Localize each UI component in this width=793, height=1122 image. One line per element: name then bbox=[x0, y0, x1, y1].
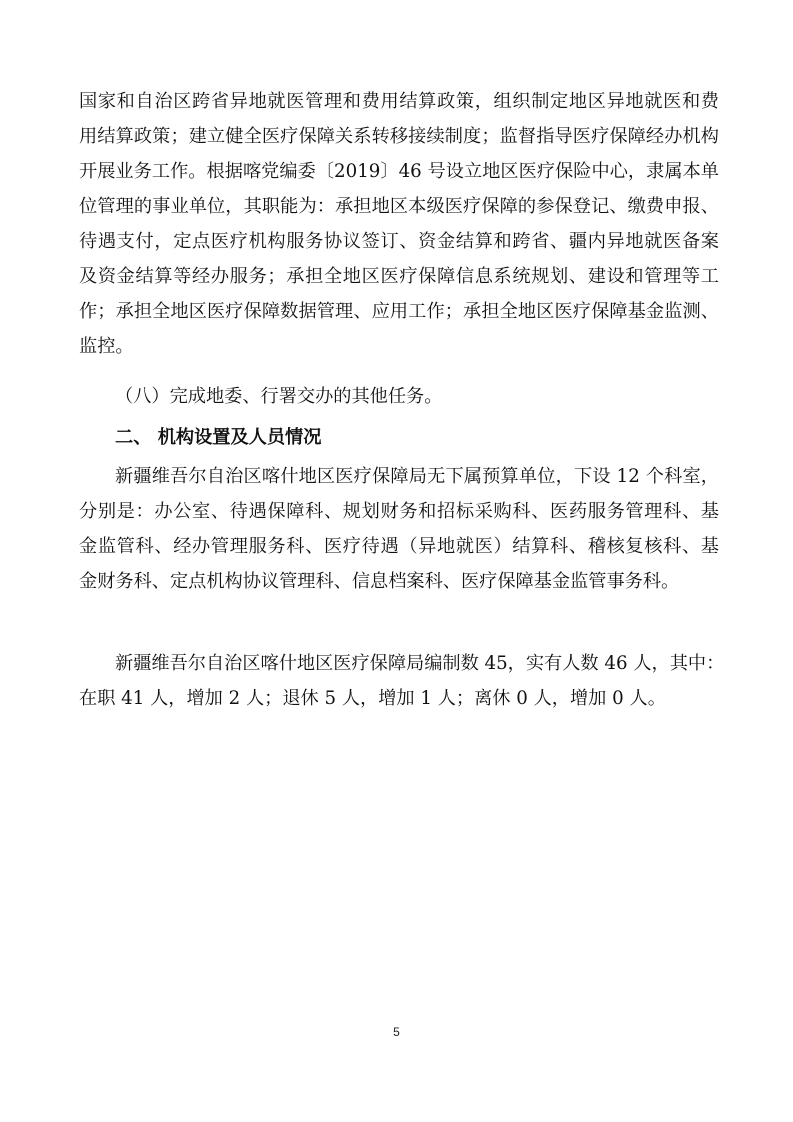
paragraph-line: 待遇支付，定点医疗机构服务协议签订、资金结算和跨省、疆内异地就医备案 bbox=[79, 231, 719, 252]
paragraph-line: 开展业务工作。根据喀党编委〔2019〕46 号设立地区医疗保险中心，隶属本单 bbox=[79, 161, 719, 182]
paragraph-line: 金财务科、定点机构协议管理科、信息档案科、医疗保障基金监管事务科。 bbox=[79, 571, 680, 592]
paragraph-line: 分别是：办公室、待遇保障科、规划财务和招标采购科、医药服务管理科、基 bbox=[79, 501, 719, 522]
page-number: 5 bbox=[393, 1025, 400, 1039]
paragraph-line: 位管理的事业单位，其职能为：承担地区本级医疗保障的参保登记、缴费申报、 bbox=[79, 196, 719, 217]
paragraph-line: 作；承担全地区医疗保障数据管理、应用工作；承担全地区医疗保障基金监测、 bbox=[79, 301, 719, 322]
paragraph-line: 金监管科、经办管理服务科、医疗待遇（异地就医）结算科、稽核复核科、基 bbox=[79, 536, 719, 557]
paragraph-line: 在职 41 人，增加 2 人；退休 5 人，增加 1 人；离休 0 人，增加 0 人。 bbox=[79, 688, 666, 709]
paragraph-line: 新疆维吾尔自治区喀什地区医疗保障局编制数 45，实有人数 46 人，其中： bbox=[115, 653, 725, 674]
paragraph-line: 监控。 bbox=[79, 336, 134, 357]
paragraph-line: 用结算政策；建立健全医疗保障关系转移接续制度；监督指导医疗保障经办机构 bbox=[79, 126, 719, 147]
list-item-eight: （八）完成地委、行署交办的其他任务。 bbox=[115, 386, 443, 407]
paragraph-line: 国家和自治区跨省异地就医管理和费用结算政策，组织制定地区异地就医和费 bbox=[79, 91, 719, 112]
paragraph-line: 新疆维吾尔自治区喀什地区医疗保障局无下属预算单位，下设 12 个科室， bbox=[115, 466, 719, 487]
section-heading: 二、 机构设置及人员情况 bbox=[115, 427, 322, 448]
paragraph-line: 及资金结算等经办服务；承担全地区医疗保障信息系统规划、建设和管理等工 bbox=[79, 266, 719, 287]
